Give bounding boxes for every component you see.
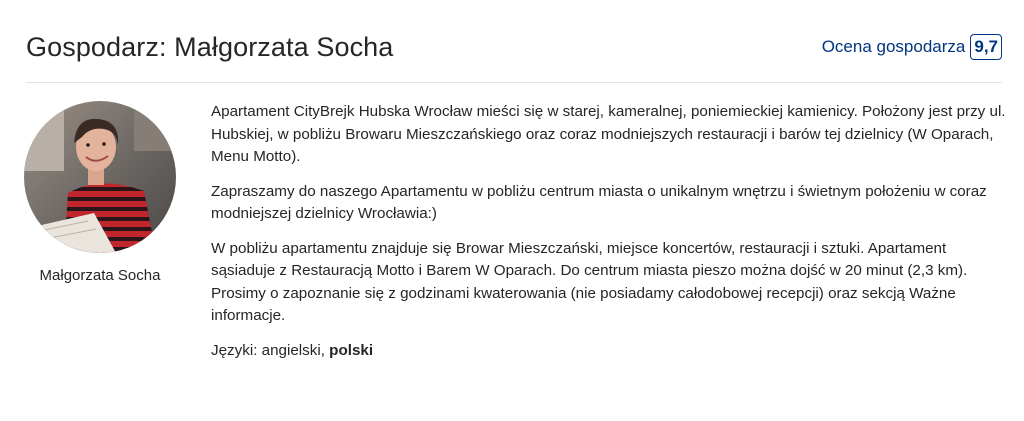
description-paragraph: Zapraszamy do naszego Apartamentu w pobliżu centrum miasta o unikalnym wnętrzu i świetnym położeniu w coraz modniejszej dzielnicy Wrocławia:) <box>211 182 987 222</box>
host-header <box>26 26 1002 83</box>
host-rating-label[interactable]: Ocena gospodarza <box>821 37 966 56</box>
host-photo-icon <box>24 101 176 253</box>
languages-label: Języki: angielski, <box>211 341 330 359</box>
language-highlighted: polski <box>329 341 374 359</box>
host-rating[interactable] <box>822 34 1002 60</box>
host-name: Małgorzata Socha <box>39 267 161 284</box>
host-rating-badge[interactable]: 9,7 <box>970 34 1002 60</box>
description-paragraph: Apartament CityBrejk Hubska Wrocław mieści się w starej, kameralnej, poniemieckiej kamienicy. Położony jest przy ul. Hubskiej, w pobliżu Browaru Mieszczańskiego oraz coraz modniejszych restauracji i barów tej dzielnicy (W Oparach, Menu Motto). <box>211 103 1006 165</box>
host-description <box>211 101 1006 374</box>
page-title: Gospodarz: Małgorzata Socha <box>26 32 394 62</box>
avatar <box>24 101 176 253</box>
languages <box>211 340 1006 363</box>
description-paragraph: W pobliżu apartamentu znajduje się Browar Mieszczański, miejsce koncertów, restauracji i sztuki. Apartament sąsiaduje z Restauracją Motto i Barem W Oparach. Do centrum miasta pieszo można dojść w 20 minut (2,3 km). Prosimy o zapoznanie się z godzinami kwaterowania (nie posiadamy całodobowej recepcji) oraz sekcją Ważne informacje. <box>211 239 968 324</box>
